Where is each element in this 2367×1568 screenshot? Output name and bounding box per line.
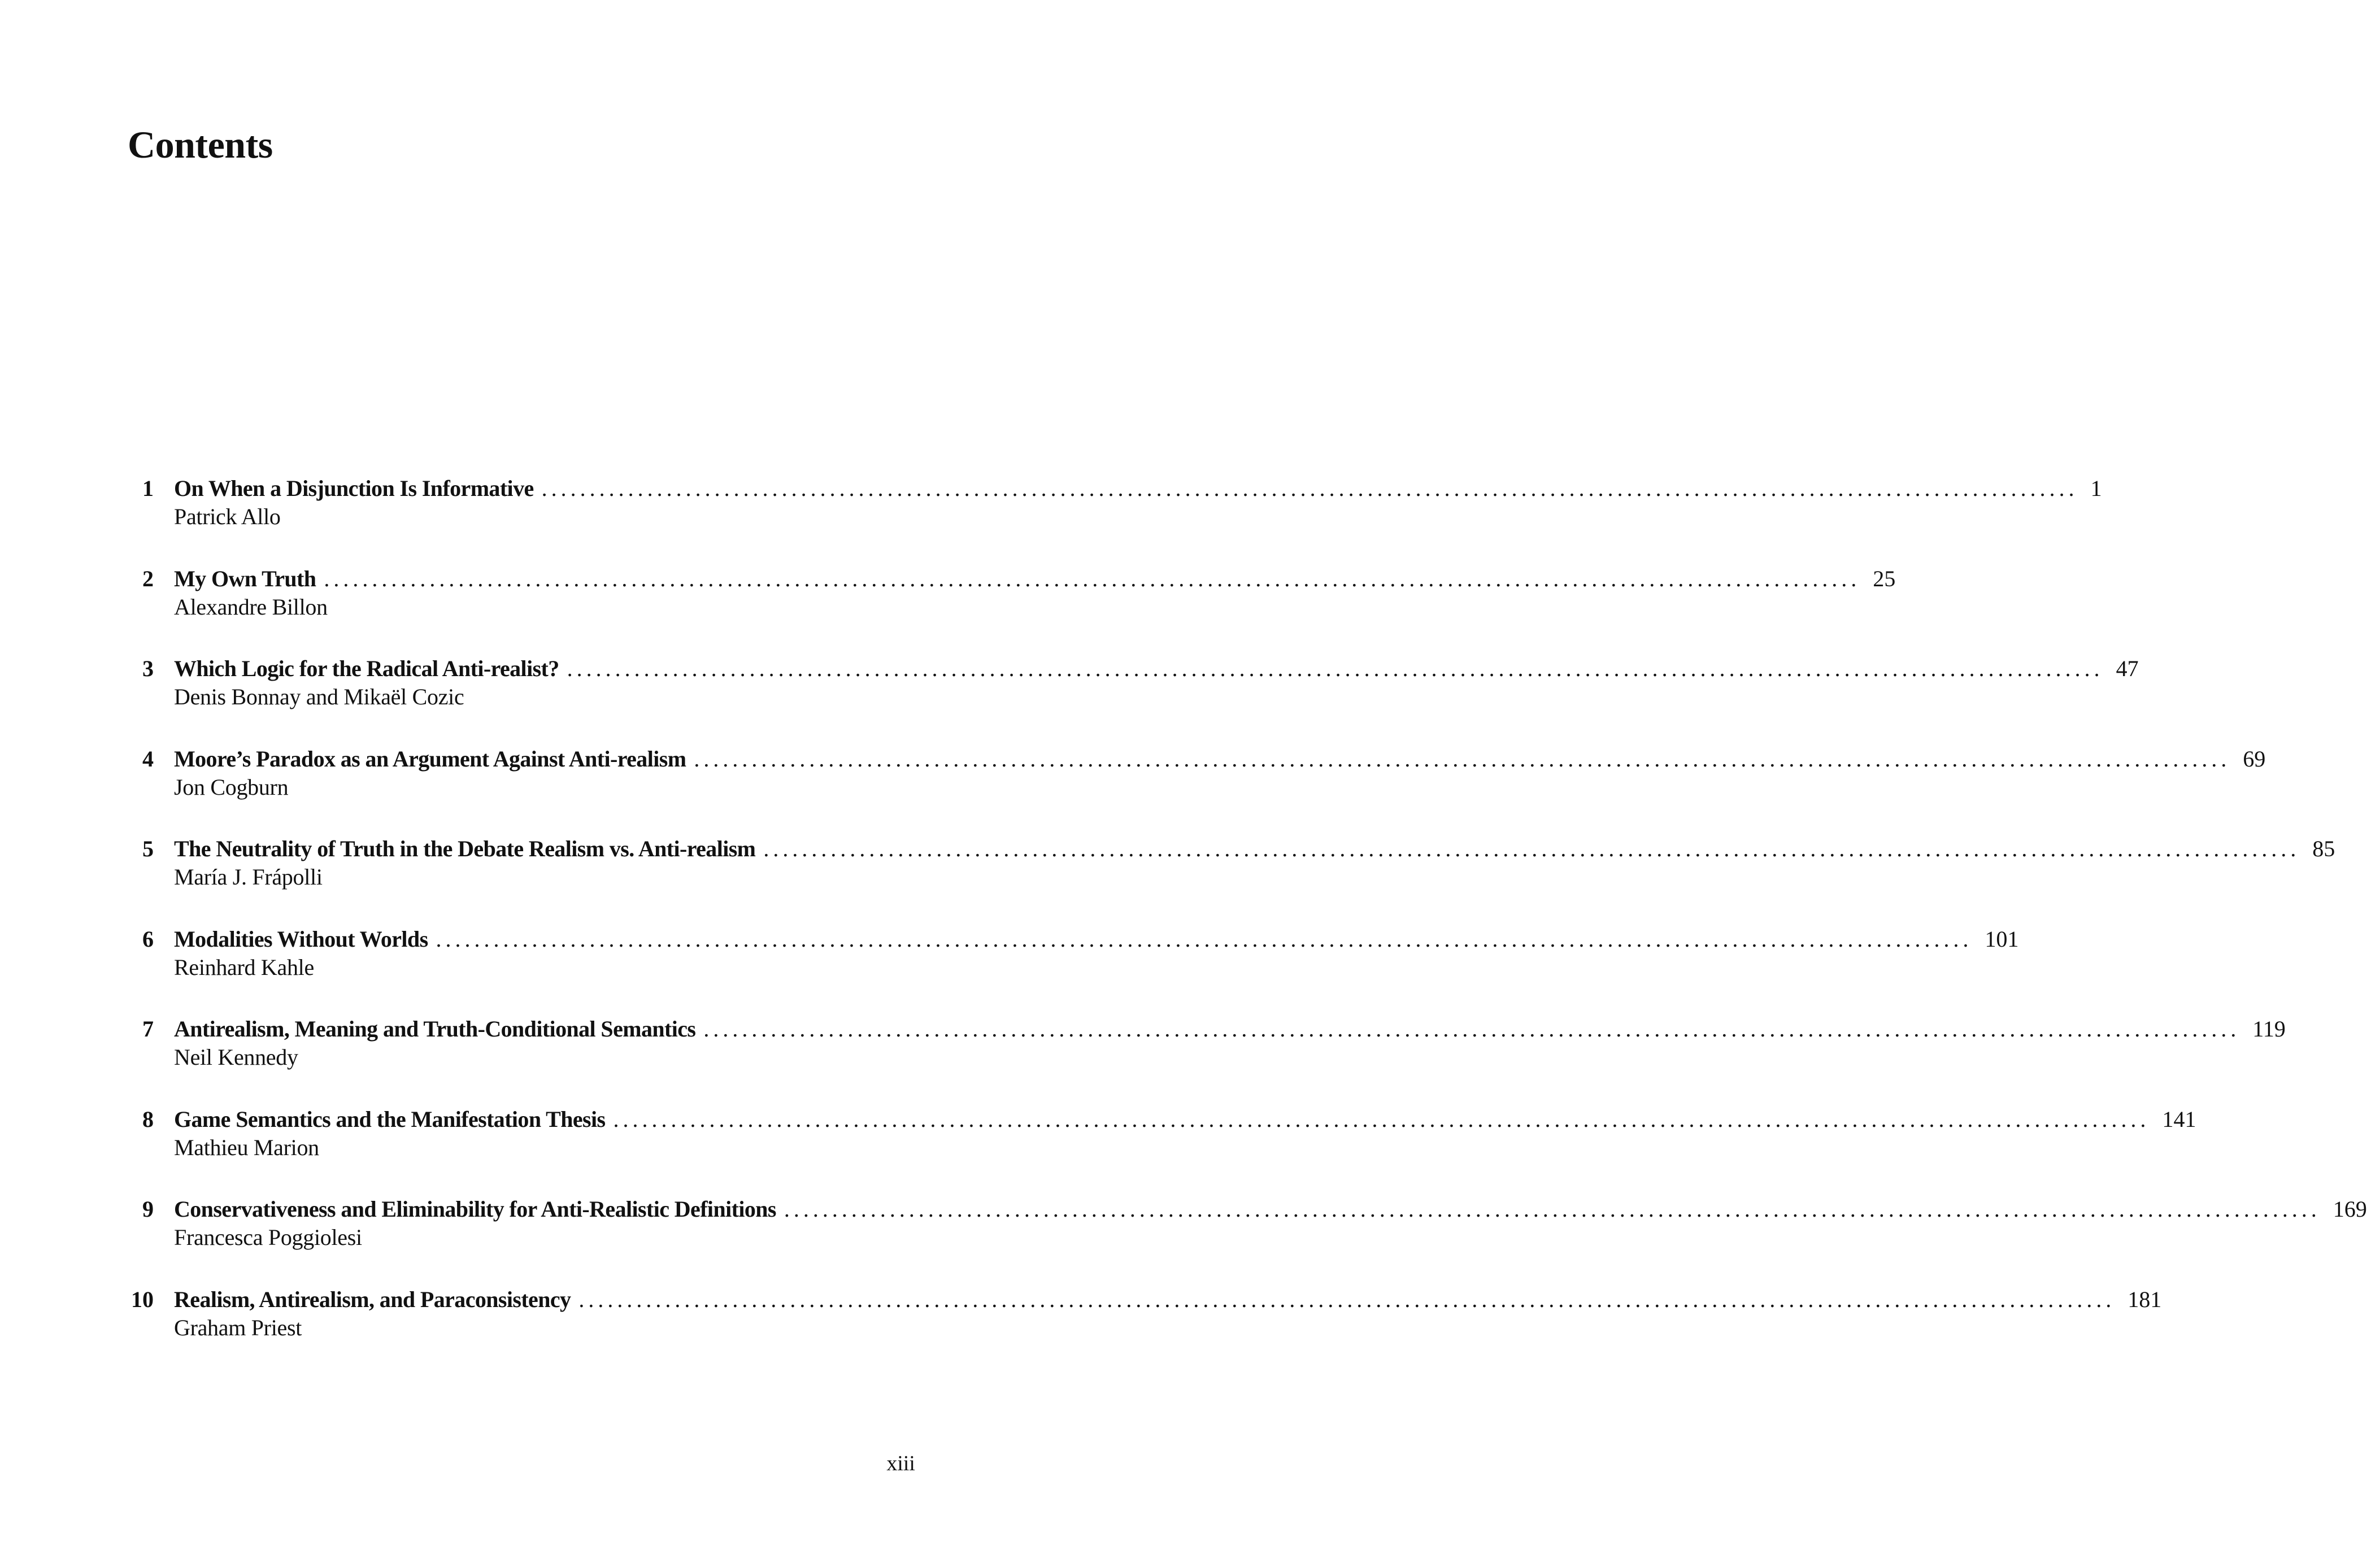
toc-entry-line [174,473,2102,504]
chapter-number: 10 [131,1286,154,1312]
toc-entry[interactable] [127,834,2335,924]
toc-entry[interactable] [127,744,2266,834]
toc-entry[interactable] [127,1014,2286,1104]
chapter-title[interactable]: Moore’s Paradox as an Argument Against Anti-realism [174,746,686,772]
chapter-number: 2 [142,565,154,591]
page-number: 85 [2312,836,2335,861]
chapter-title[interactable]: The Neutrality of Truth in the Debate Realism vs. Anti-realism [174,836,756,861]
page-number: 69 [2243,746,2266,772]
chapter-author: María J. Frápolli [174,864,323,890]
chapter-author: Francesca Poggiolesi [174,1225,362,1250]
toc-entry[interactable] [127,473,2102,564]
chapter-number: 4 [142,746,154,772]
toc-entry-line [174,1194,2367,1225]
chapter-author: Patrick Allo [174,504,281,529]
page-number: 47 [2116,656,2139,681]
page-number: 169 [2333,1196,2367,1222]
chapter-title[interactable]: Realism, Antirealism, and Paraconsistency [174,1286,571,1312]
page-number: 181 [2127,1286,2162,1312]
chapter-number: 1 [142,476,154,501]
dot-leader: ................................................................................................................................................................ [578,1286,2116,1312]
chapter-author: Reinhard Kahle [174,954,314,980]
chapter-number: 6 [142,926,154,952]
toc-entry-line [174,654,2139,684]
toc-entry[interactable] [127,654,2139,744]
page-title: Contents [128,123,273,166]
chapter-title[interactable]: Conservativeness and Eliminability for Anti-Realistic Definitions [174,1196,776,1222]
dot-leader: ................................................................................................................................................................ [613,1106,2150,1132]
chapter-number: 7 [142,1016,154,1042]
chapter-author: Mathieu Marion [174,1134,319,1160]
dot-leader: ................................................................................................................................................................ [567,656,2104,681]
chapter-author: Graham Priest [174,1314,302,1340]
chapter-author: Neil Kennedy [174,1044,298,1070]
page-number: 119 [2252,1016,2286,1042]
dot-leader: ................................................................................................................................................................ [324,565,1861,591]
chapter-title[interactable]: Game Semantics and the Manifestation Thesis [174,1106,606,1132]
dot-leader: ................................................................................................................................................................ [541,476,2078,501]
chapter-number: 8 [142,1106,154,1132]
toc-entry[interactable] [127,1284,2162,1375]
toc-entry[interactable] [127,924,2019,1014]
chapter-author: Jon Cogburn [174,774,289,800]
chapter-title[interactable]: My Own Truth [174,565,316,591]
toc-entry-line [174,1104,2196,1135]
toc-entry-line [174,924,2019,955]
dot-leader: ................................................................................................................................................................ [784,1196,2321,1222]
dot-leader: ................................................................................................................................................................ [694,746,2231,772]
page-number: 141 [2162,1106,2196,1132]
page-number: 25 [1873,565,1896,591]
toc-entry-line [174,1014,2286,1044]
chapter-title[interactable]: Antirealism, Meaning and Truth-Conditional Semantics [174,1016,696,1042]
toc-entry[interactable] [127,564,1896,654]
toc-entry-line [174,1284,2162,1315]
chapter-number: 3 [142,656,154,681]
chapter-author: Denis Bonnay and Mikaël Cozic [174,684,464,709]
dot-leader: ................................................................................................................................................................ [763,836,2300,861]
dot-leader: ................................................................................................................................................................ [436,926,1973,952]
chapter-number: 5 [142,836,154,861]
toc-entry-line [174,564,1896,594]
chapter-number: 9 [142,1196,154,1222]
chapter-title[interactable]: On When a Disjunction Is Informative [174,476,534,501]
toc-entry-line [174,834,2335,864]
chapter-author: Alexandre Billon [174,594,328,620]
toc-entry[interactable] [127,1194,2367,1284]
toc-entry[interactable] [127,1104,2196,1195]
toc-entry-line [174,744,2266,774]
chapter-title[interactable]: Which Logic for the Radical Anti-realist? [174,656,559,681]
page-number: 101 [1985,926,2019,952]
folio-page-number: xiii [886,1452,915,1475]
page-number: 1 [2090,476,2102,501]
dot-leader: ................................................................................................................................................................ [703,1016,2240,1042]
table-of-contents [127,473,2367,1374]
chapter-title[interactable]: Modalities Without Worlds [174,926,428,952]
